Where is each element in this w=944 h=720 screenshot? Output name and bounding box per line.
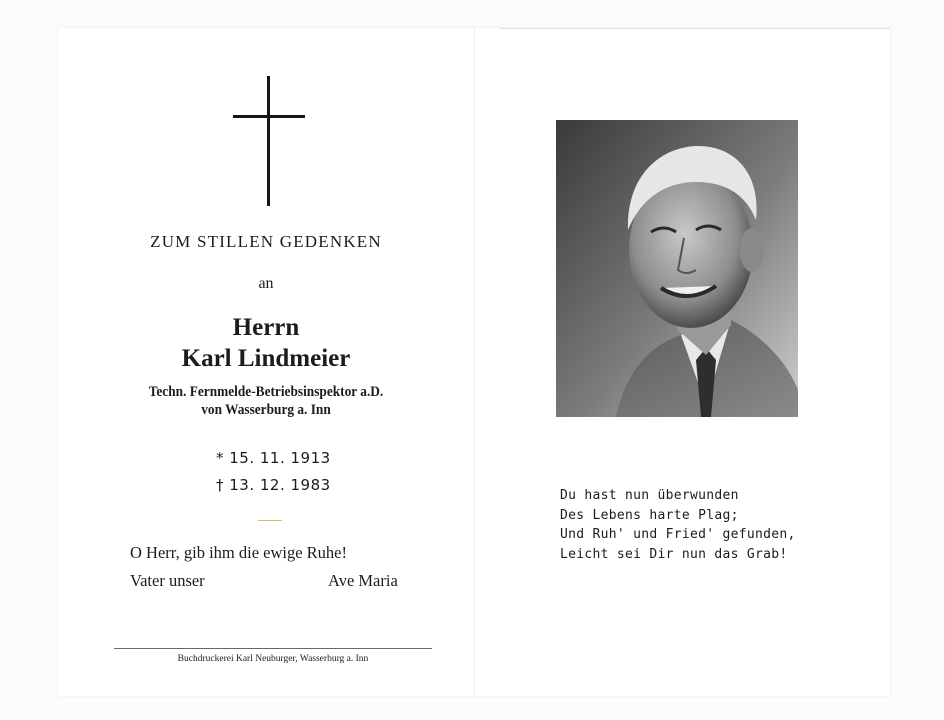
poem-line: Und Ruh' und Fried' gefunden, <box>560 527 796 542</box>
death-date: † 13. 12. 1983 <box>216 476 331 494</box>
card-fold <box>474 28 475 696</box>
deceased-name: Karl Lindmeier <box>181 345 351 372</box>
honorific-title: Herrn <box>232 314 300 341</box>
occupation-text: Techn. Fernmelde-Betriebsinspektor a.D. <box>148 384 384 400</box>
prayer-vater-unser: Vater unser <box>130 571 205 590</box>
origin-text: von Wasserburg a. Inn <box>201 402 331 418</box>
birth-date: * 15. 11. 1913 <box>216 449 331 467</box>
card-edge <box>500 28 890 29</box>
poem-line: Leicht sei Dir nun das Grab! <box>560 546 788 562</box>
printer-divider <box>114 648 432 649</box>
memorial-poem <box>560 486 796 564</box>
prayer-text: O Herr, gib ihm die ewige Ruhe! <box>130 543 347 562</box>
prayer-ave-maria: Ave Maria <box>328 571 398 590</box>
separator-line <box>258 520 282 521</box>
portrait-photo <box>556 120 798 417</box>
printer-credit: Buchdruckerei Karl Neuburger, Wasserburg a. Inn <box>177 654 369 664</box>
left-panel <box>58 28 474 696</box>
poem-line: Du hast nun überwunden <box>560 488 739 503</box>
cross-icon <box>58 28 474 228</box>
preposition-text: an <box>258 275 274 292</box>
memorial-heading: ZUM STILLEN GEDENKEN <box>150 232 382 251</box>
poem-line: Des Lebens harte Plag; <box>560 507 739 523</box>
